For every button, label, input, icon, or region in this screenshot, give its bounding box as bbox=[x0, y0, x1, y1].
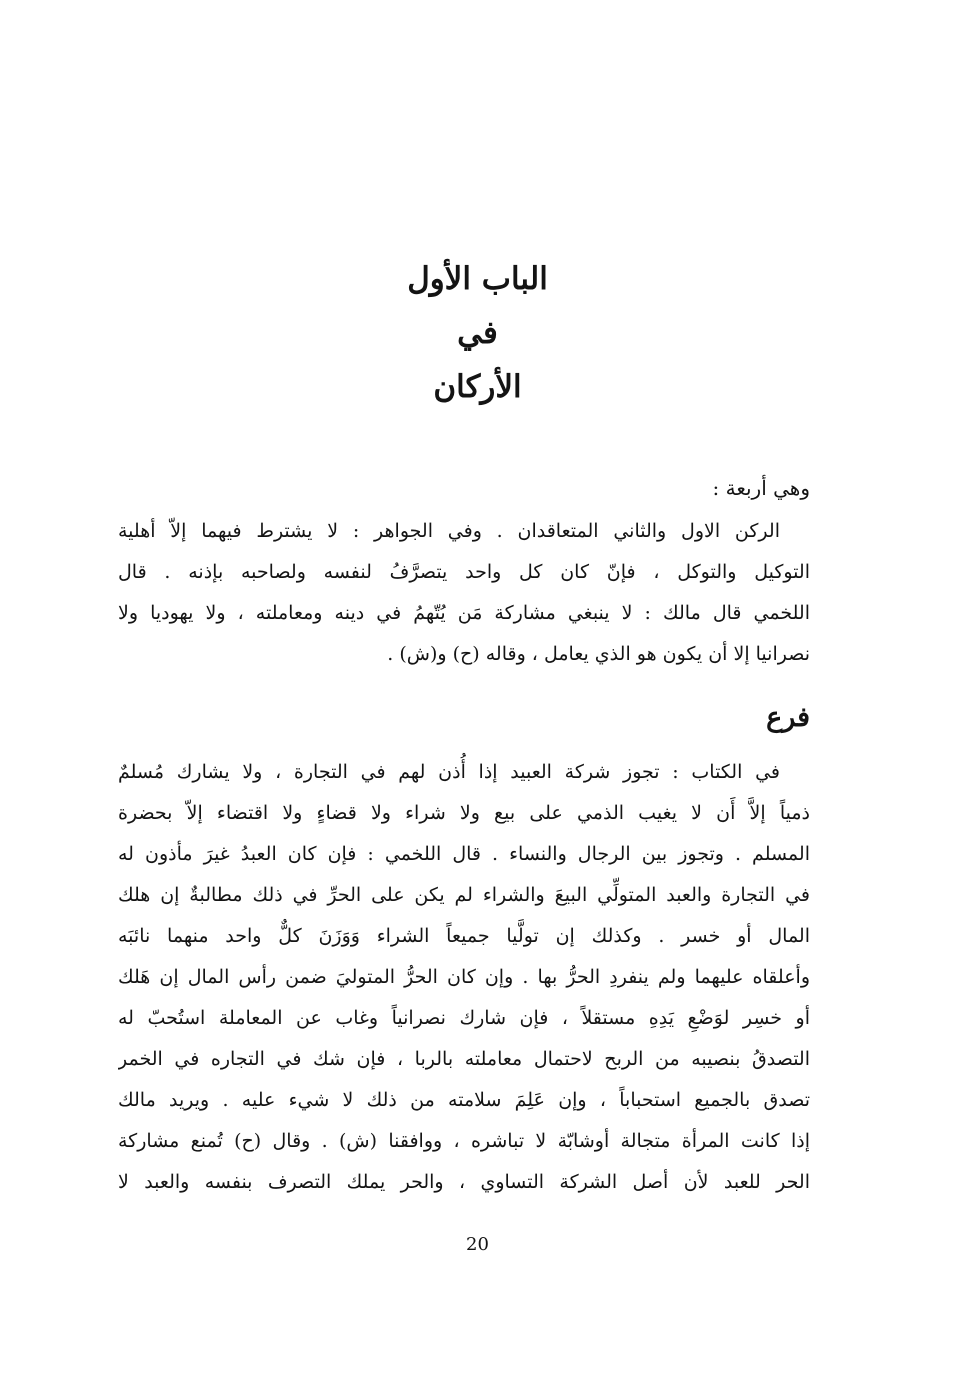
paragraph-line: التوكيل والتوكل ، فإنّ كان كل واحد يتصرَّفُ لنفسه ولصاحبه بإذنه . قال bbox=[118, 561, 810, 583]
paragraph-line: في الكتاب : تجوز شركة العبيد إذا أُذن لهم في التجارة ، ولا يشارك مُسلمٌ bbox=[118, 761, 780, 783]
paragraph-line: وأعلقاه عليهما ولم ينفردِ الحرُّ بها . وإن كان الحرُّ المتوليَ ضمن رأس المال إن هَلك bbox=[118, 966, 810, 988]
paragraph-line: المال أو خسر . وكذلك إن تولَّيا جميعاً الشراء وَوَزَنَ كلٌّ واحد منهما نائبَه bbox=[118, 925, 810, 947]
paragraph-line: الحر للعبد لأن أصل الشركة التساوي ، والحر يملك التصرف بنفسه والعبد لا bbox=[118, 1171, 810, 1193]
page-number: 20 bbox=[466, 1234, 489, 1255]
paragraph-line: المسلم . وتجوز بين الرجال والنساء . قال اللخمي : فإن كان العبدُ غيرَ مأذون له bbox=[118, 843, 810, 865]
paragraph-line: اللخمي قال مالك : لا ينبغي مشاركة مَن يُتّهمُ في دينه ومعاملته ، ولا يهوديا ولا bbox=[118, 602, 810, 624]
chapter-subject: الأركان bbox=[433, 369, 522, 405]
paragraph-line: أو خسِر لوَضْعِ يَدِهِ مستقلاً ، فإن شارك نصرانياً وغاب عن المعاملة استُحبّ له bbox=[118, 1007, 810, 1029]
subsection-heading: فرع bbox=[766, 702, 810, 733]
intro-text: وهي أربعة : bbox=[712, 476, 810, 500]
paragraph-line: تصدق بالجميع استحباباً ، وإن عَلِمَ سلامته من ذلك لا شيء عليه . ويريد مالك bbox=[118, 1089, 810, 1111]
paragraph-line: ذمياً إلاَّ أَن لا يغيب الذمي على بيع ولا شراء ولا قضاءٍ ولا اقتضاء إلاّ بحضرة bbox=[118, 802, 810, 824]
chapter-heading bbox=[0, 252, 955, 414]
chapter-title-preposition: في bbox=[457, 315, 498, 351]
paragraph-line: التصدقُ بنصيبه من الربح لاحتمال معاملته بالربا ، فإن شك في التجاره في الخمر bbox=[118, 1048, 810, 1070]
paragraph-line: نصرانيا إلا أن يكون هو الذي يعامل ، وقاله (ح) و(ش) . bbox=[387, 643, 810, 665]
paragraph-line: إذا كانت المرأة متجالة أوشابّة لا تباشره ، ووافقنا (ش) . وقال (ح) تُمنع مشاركة bbox=[118, 1130, 810, 1152]
paragraph-line: في التجارة والعبد المتولِّي البيعَ والشراء لم يكن على الحرِّ في ذلك مطالبةٌ إن هلك bbox=[118, 884, 810, 906]
paragraph-branch bbox=[118, 752, 810, 1203]
chapter-title: الباب الأول bbox=[407, 261, 548, 297]
paragraph-line: الركن الاول والثاني المتعاقدان . وفي الجواهر : لا يشترط فيهما إلاّ أهلية bbox=[118, 520, 780, 542]
paragraph-pillars bbox=[118, 511, 810, 675]
